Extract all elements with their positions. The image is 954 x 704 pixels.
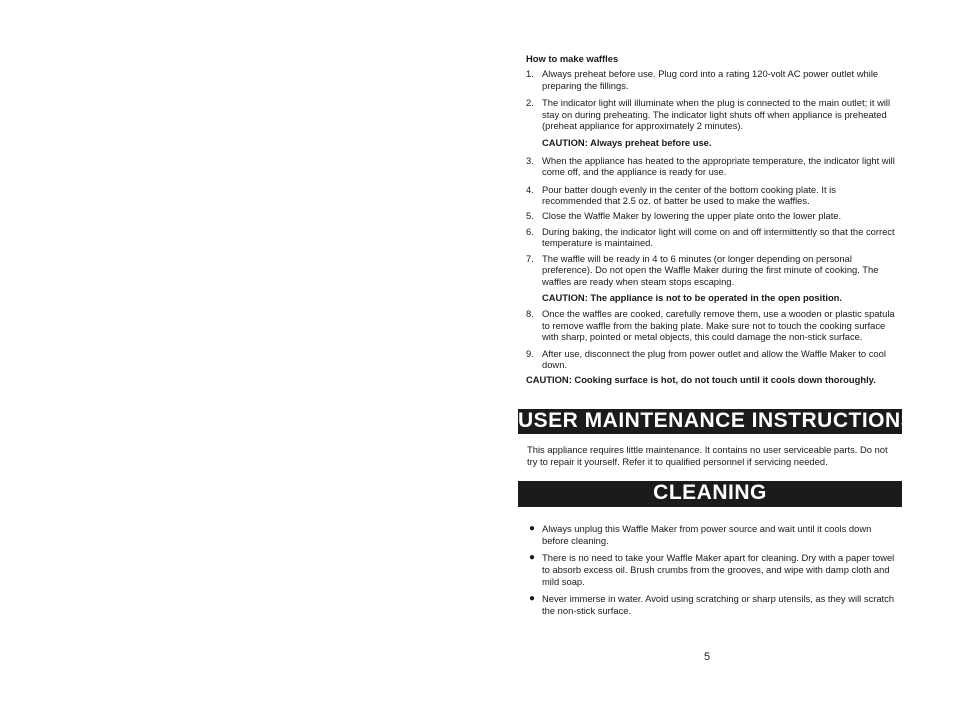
step-number: 1. (526, 68, 534, 80)
maintenance-title-bar (518, 409, 916, 434)
step-number: 5. (526, 210, 534, 222)
step-5 (526, 210, 896, 221)
step-1 (526, 68, 896, 91)
step-8 (526, 308, 896, 342)
step-text: Close the Waffle Maker by lowering the upper plate onto the lower plate. (542, 210, 842, 222)
step-text: During baking, the indicator light will come on and off intermittently so that the correct temperature is maintained. (542, 225, 895, 249)
step-number: 9. (526, 347, 534, 359)
bullet-icon: ● (529, 523, 536, 534)
step-text: Pour batter dough evenly in the center of the bottom cooking plate. It is recommended that 2.5 oz. of batter be used to make the waffles. (542, 183, 836, 207)
cleaning-title: CLEANING (653, 481, 767, 504)
cleaning-item-text: Never immerse in water. Avoid using scratching or sharp utensils, as they will scratch the non-stick surface. (542, 593, 895, 616)
step-text: The waffle will be ready in 4 to 6 minutes (or longer depending on personal preference). Do not open the Waffle Maker during the first minute of cooking. The waffles are ready when steam stops escaping. (542, 252, 879, 287)
page-number: 5 (704, 651, 711, 663)
step-2 (526, 97, 896, 131)
step-text: Always preheat before use. Plug cord into a rating 120-volt AC power outlet while preparing the fillings. (542, 68, 879, 91)
cleaning-title-bar (518, 481, 902, 507)
step-number: 2. (526, 97, 534, 109)
cleaning-item (527, 593, 897, 617)
step-text: When the appliance has heated to the appropriate temperature, the indicator light will come off, and the appliance is ready for use. (542, 154, 895, 178)
cleaning-list (527, 523, 897, 617)
section-heading: How to make waffles (526, 53, 619, 64)
caution-open-position: CAUTION: The appliance is not to be operated in the open position. (542, 291, 843, 303)
step-number: 6. (526, 225, 534, 237)
bullet-icon: ● (529, 593, 536, 604)
step-7 (526, 253, 896, 287)
step-text: After use, disconnect the plug from power outlet and allow the Waffle Maker to cool down. (542, 347, 886, 370)
cleaning-item (527, 523, 897, 547)
maintenance-text: This appliance requires little maintenance. It contains no user serviceable parts. Do not try to repair it yourself. Refer it to qualified personnel if servicing needed. (527, 444, 888, 467)
caution-preheat: CAUTION: Always preheat before use. (542, 137, 712, 149)
step-9 (526, 348, 896, 371)
step-number: 8. (526, 308, 534, 320)
step-text: The indicator light will illuminate when the plug is connected to the main outlet; it will stay on during preheating. The indicator light shuts off when appliance is preheated (preheat appliance for approximately 2 minutes). (542, 97, 891, 132)
step-4 (526, 184, 896, 207)
caution-hot-surface: CAUTION: Cooking surface is hot, do not touch until it cools down thoroughly. (526, 374, 876, 386)
cleaning-item-text: Always unplug this Waffle Maker from power source and wait until it cools down before cleaning. (542, 523, 872, 546)
step-3 (526, 155, 896, 178)
waffle-instructions (526, 53, 896, 386)
step-6 (526, 226, 896, 249)
cleaning-item-text: There is no need to take your Waffle Maker apart for cleaning. Dry with a paper towel to absorb excess oil. Brush crumbs from the grooves, and wipe with damp cloth and mild soap. (542, 552, 895, 587)
step-number: 3. (526, 154, 534, 166)
bullet-icon: ● (529, 552, 536, 563)
maintenance-title: USER MAINTENANCE INSTRUCTIONS (518, 409, 916, 432)
step-number: 7. (526, 252, 534, 264)
cleaning-item (527, 552, 897, 588)
step-number: 4. (526, 183, 534, 195)
step-text: Once the waffles are cooked, carefully remove them, use a wooden or plastic spatula to remove waffle from the baking plate. Make sure not to touch the cooking surface with sharp, pointed or metal objects, this could damage the non-stick surface. (542, 308, 895, 343)
